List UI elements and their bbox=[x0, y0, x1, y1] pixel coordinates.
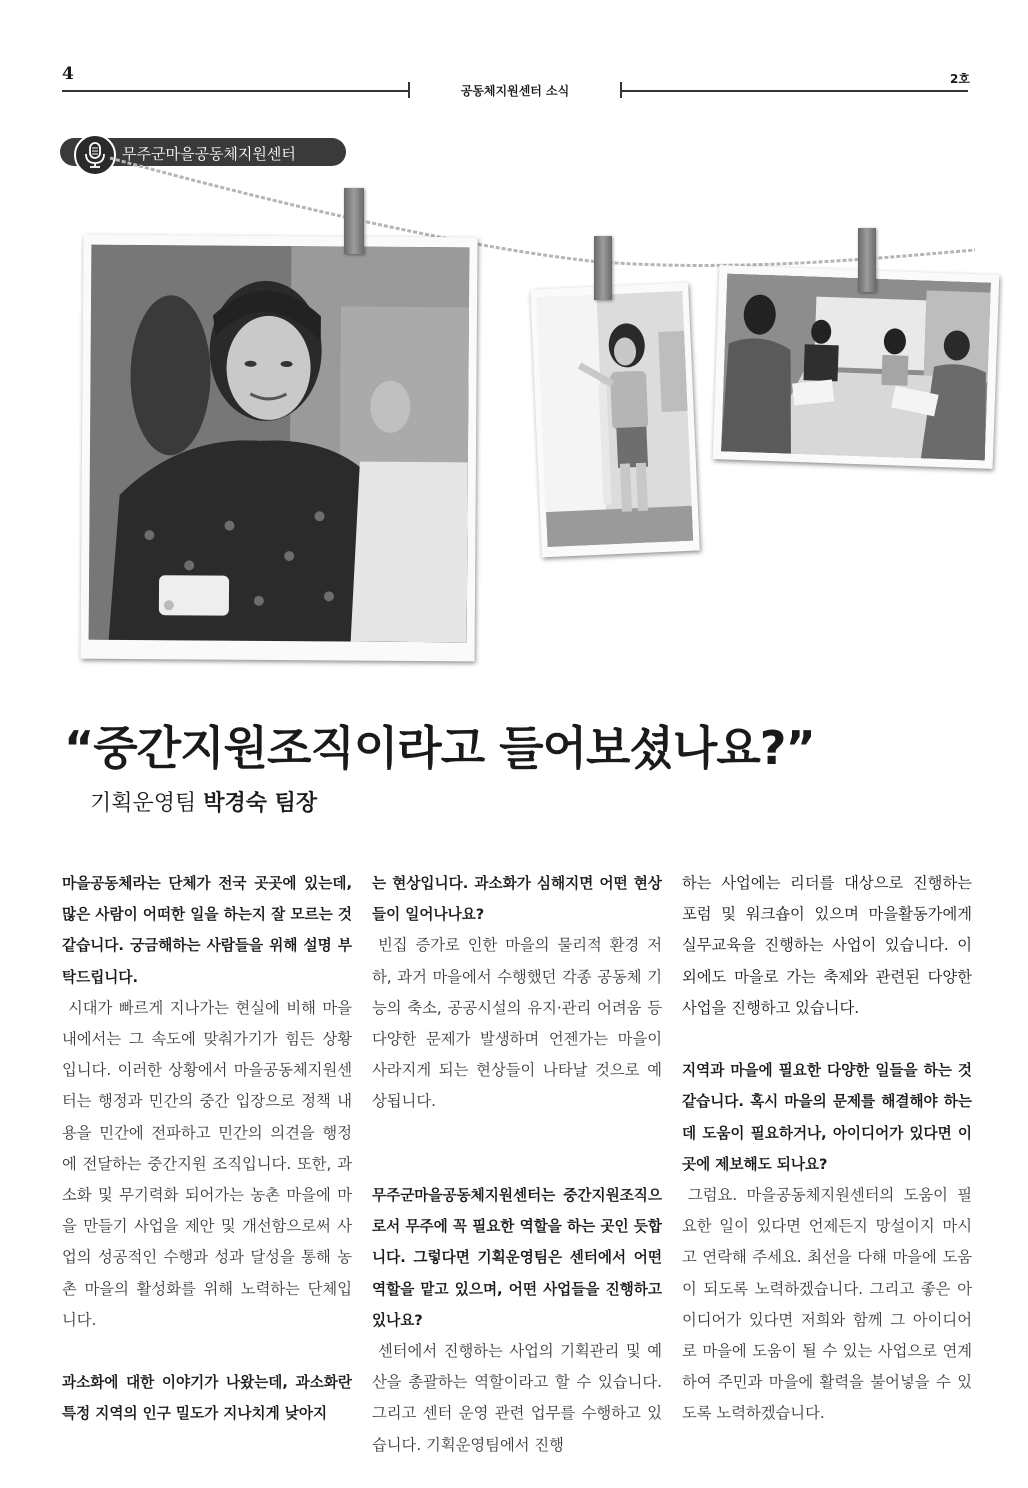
clothespin-2 bbox=[594, 236, 612, 300]
interview-question: 는 현상입니다. 과소화가 심해지면 어떤 현상들이 일어나나요? bbox=[372, 875, 662, 924]
article-column-2 bbox=[372, 868, 662, 1461]
interview-answer: 그럼요. 마을공동체지원센터의 도움이 필요한 일이 있다면 언제든지 망설이지 마시고 연락해 주세요. 최선을 다해 마을에 도움이 되도록 노력하겠습니다. 그리고 좋은 아이디어가 있다면 저희와 함께 그 아이디어로 마을에 도움이 될 수 있는 사업으로 연계하여 주민과 마을에 활력을 불어넣을 수 있도록 노력하겠습니다. bbox=[682, 1186, 972, 1423]
interview-question: 과소화에 대한 이야기가 나왔는데, 과소화란 특정 지역의 인구 밀도가 지나치게 낮아지 bbox=[62, 1374, 352, 1423]
interview-answer: 센터에서 진행하는 사업의 기획관리 및 예산을 총괄하는 역할이라고 할 수 있습니다. 그리고 센터 운영 관련 업무를 수행하고 있습니다. 기획운영팀에서 진행 bbox=[372, 1342, 662, 1454]
section-badge-label: 무주군마을공동체지원센터 bbox=[122, 145, 296, 163]
issue-number: 2호 bbox=[950, 72, 970, 86]
photo-collage bbox=[0, 0, 1028, 700]
paragraph-spacer bbox=[62, 1336, 352, 1367]
interview-answer: 빈집 증가로 인한 마을의 물리적 환경 저하, 과거 마을에서 수행했던 각종 공동체 기능의 축소, 공공시설의 유지·관리 어려움 등 다양한 문제가 발생하며 언젠가는 마을이 사라지게 되는 현상들이 나타날 것으로 예상됩니다. bbox=[372, 936, 662, 1111]
clothespin-1 bbox=[344, 188, 364, 254]
photo-whiteboard bbox=[530, 283, 700, 558]
clothespin-3 bbox=[858, 228, 876, 292]
paragraph-spacer bbox=[682, 1024, 972, 1055]
byline-name: 박경숙 팀장 bbox=[203, 791, 318, 816]
interview-question: 지역과 마을에 필요한 다양한 일들을 하는 것 같습니다. 혹시 마을의 문제를 해결해야 하는 데 도움이 필요하거나, 아이디어가 있다면 이곳에 제보해도 되나요? bbox=[682, 1062, 972, 1173]
article-column-3 bbox=[682, 868, 972, 1430]
newsletter-name: 공동체지원센터 소식 bbox=[460, 84, 570, 98]
interview-question: 마을공동체라는 단체가 전국 곳곳에 있는데, 많은 사람이 어떠한 일을 하는지 잘 모르는 것 같습니다. 궁금해하는 사람들을 위해 설명 부탁드립니다. bbox=[62, 875, 352, 986]
photo-whiteboard-image bbox=[537, 291, 694, 547]
photo-meeting-image bbox=[721, 273, 991, 460]
photo-meeting bbox=[713, 265, 1000, 469]
interview-answer: 하는 사업에는 리더를 대상으로 진행하는 포럼 및 워크숍이 있으며 마을활동가에게 실무교육을 진행하는 사업이 있습니다. 이 외에도 마을로 가는 축제와 관련된 다양한 사업을 진행하고 있습니다. bbox=[682, 874, 972, 1017]
interview-answer: 시대가 빠르게 지나가는 현실에 비해 마을 내에서는 그 속도에 맞춰가기가 힘든 상황입니다. 이러한 상황에서 마을공동체지원센터는 행정과 민간의 중간 입장으로 정책 내용을 민간에 전파하고 민간의 의견을 행정에 전달하는 중간지원 조직입니다. 또한, 과소화 및 무기력화 되어가는 농촌 마을에 마을 만들기 사업을 제안 및 개선함으로써 사업의 성공적인 수행과 성과 달성을 통해 농촌 마을의 활성화를 위해 노력하는 단체입니다. bbox=[62, 998, 352, 1329]
article-column-1 bbox=[62, 868, 352, 1430]
photo-team-leader-image bbox=[89, 245, 470, 643]
paragraph-spacer bbox=[372, 1118, 662, 1149]
paragraph-spacer bbox=[372, 1149, 662, 1180]
byline bbox=[90, 786, 317, 817]
page-number: 4 bbox=[62, 64, 74, 84]
photo-team-leader bbox=[81, 235, 478, 662]
byline-team: 기획운영팀 bbox=[90, 791, 197, 816]
article-title: “중간지원조직이라고 들어보셨나요?” bbox=[64, 721, 815, 775]
interview-question: 무주군마을공동체지원센터는 중간지원조직으로서 무주에 꼭 필요한 역할을 하는 곳인 듯합니다. 그렇다면 기획운영팀은 센터에서 어떤 역할을 맡고 있으며, 어떤 사업들을 진행하고 있나요? bbox=[372, 1187, 662, 1329]
